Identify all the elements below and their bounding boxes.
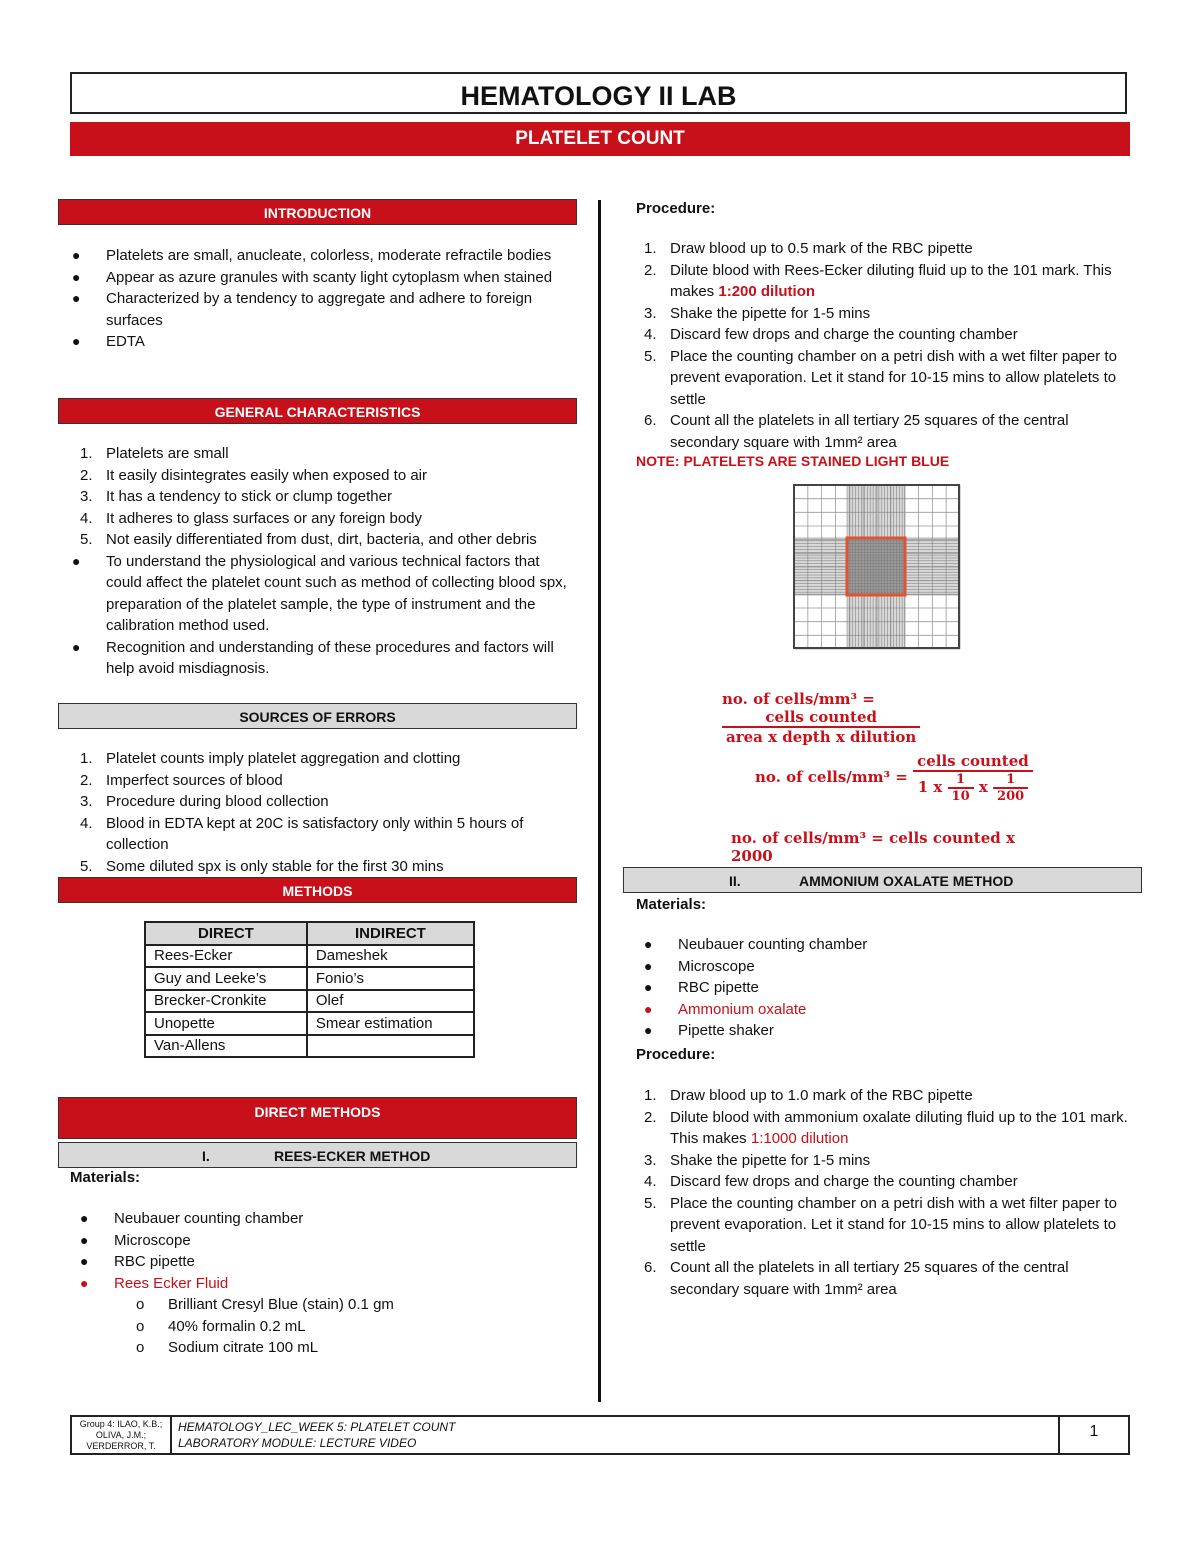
formula-3: no. of cells/mm³ = cells counted x 2000 <box>731 829 1015 865</box>
list-item: 6. Count all the platelets in all tertiary 25 squares of the central secondary square with 1mm² area <box>644 412 1069 451</box>
list-item: ● EDTA <box>72 333 145 350</box>
list-item: ● To understand the physiological and various technical factors that could affect the platelet count such as method of collecting blood spx, preparation of the platelet sample, the type of instrument and the calibration method used. <box>72 552 567 634</box>
formula-numerator: cells counted <box>913 752 1033 772</box>
ammonium-materials-label: Materials: <box>636 896 707 913</box>
list-item: 3. Procedure during blood collection <box>80 793 329 810</box>
methods-heading: METHODS <box>58 877 577 903</box>
list-item: o 40% formalin 0.2 mL <box>136 1317 306 1335</box>
list-item: o Brilliant Cresyl Blue (stain) 0.1 gm <box>136 1296 394 1313</box>
table-row <box>145 990 474 1013</box>
list-item: ● Appear as azure granules with scanty light cytoplasm when stained <box>72 268 553 286</box>
direct-methods-heading: DIRECT METHODS <box>58 1097 577 1139</box>
rees-materials-list <box>68 1208 568 1359</box>
list-item: 3. It has a tendency to stick or clump together <box>80 488 392 505</box>
list-item: 4. It adheres to glass surfaces or any foreign body <box>80 509 423 527</box>
list-item: ● Microscope <box>80 1231 191 1249</box>
list-item: ● Recognition and understanding of these procedures and factors will help avoid misdiagnosis. <box>72 638 554 677</box>
list-item: 5. Place the counting chamber on a petri dish with a wet filter paper to prevent evaporation. Let it stand for 10-15 mins to allow platelets to settle <box>644 1194 1117 1255</box>
list-item: 1. Draw blood up to 1.0 mark of the RBC pipette <box>644 1087 973 1104</box>
list-item: 5. Place the counting chamber on a petri dish with a wet filter paper to prevent evaporation. Let it stand for 10-15 mins to allow platelets to settle <box>644 347 1117 408</box>
list-item: 4. Blood in EDTA kept at 20C is satisfactory only within 5 hours of collection <box>80 814 524 853</box>
table-cell: Fonio’s <box>307 967 474 990</box>
intro-heading: INTRODUCTION <box>58 199 577 225</box>
table-cell: Rees-Ecker <box>145 945 307 968</box>
table-row <box>145 945 474 968</box>
stain-note: NOTE: PLATELETS ARE STAINED LIGHT BLUE <box>636 453 950 469</box>
errors-list <box>60 748 575 877</box>
ammonium-heading <box>623 867 1142 893</box>
table-cell: Van-Allens <box>145 1035 307 1058</box>
list-item: ● Neubauer counting chamber <box>644 936 868 953</box>
list-item: ● Pipette shaker <box>644 1022 774 1039</box>
ammonium-materials-list <box>632 934 1132 1042</box>
list-item: 1. Platelets are small <box>80 445 229 462</box>
ammonium-procedure-label: Procedure: <box>636 1046 716 1063</box>
table-cell: Smear estimation <box>307 1012 474 1035</box>
list-item: 2. Imperfect sources of blood <box>80 771 283 789</box>
list-item: ● RBC pipette <box>644 979 759 996</box>
list-item: 2. Dilute blood with Rees-Ecker diluting fluid up to the 101 mark. This makes 1:200 dilution <box>644 261 1112 300</box>
list-item: ● Ammonium oxalate <box>644 1000 807 1018</box>
formula-lhs: no. of cells/mm³ = <box>755 768 908 786</box>
list-item: 5. Not easily differentiated from dust, dirt, bacteria, and other debris <box>80 531 537 548</box>
intro-list <box>60 245 575 353</box>
page-footer <box>70 1415 1130 1455</box>
rees-ecker-heading <box>58 1142 577 1168</box>
list-item: ● Characterized by a tendency to aggregate and adhere to foreign surfaces <box>72 290 533 329</box>
general-heading: GENERAL CHARACTERISTICS <box>58 398 577 424</box>
table-cell: Guy and Leeke’s <box>145 967 307 990</box>
list-item: ● Rees Ecker Fluid <box>80 1274 229 1292</box>
section-number: I. <box>202 1148 210 1164</box>
list-item: 1. Platelet counts imply platelet aggregation and clotting <box>80 750 461 767</box>
list-item: 4. Discard few drops and charge the counting chamber <box>644 326 1018 343</box>
footer-line2: LABORATORY MODULE: LECTURE VIDEO <box>178 1436 417 1450</box>
counting-chamber-grid <box>793 484 961 650</box>
formula-lhs: no. of cells/mm³ = <box>722 690 875 708</box>
footer-line1: HEMATOLOGY_LEC_WEEK 5: PLATELET COUNT <box>178 1420 456 1434</box>
table-cell: Unopette <box>145 1012 307 1035</box>
list-item: 3. Shake the pipette for 1-5 mins <box>644 1151 871 1169</box>
formula-denominator: area x depth x dilution <box>726 728 917 746</box>
footer-group: Group 4: ILAO, K.B.; OLIVA, J.M.; VERDERROR, T. <box>72 1417 172 1455</box>
errors-heading: SOURCES OF ERRORS <box>58 703 577 729</box>
rees-procedure-list <box>624 238 1134 453</box>
document-title: HEMATOLOGY II LAB <box>70 72 1127 114</box>
list-item: ● Microscope <box>644 957 755 975</box>
table-cell: Dameshek <box>307 945 474 968</box>
formula-1 <box>722 690 1052 746</box>
section-title: REES-ECKER METHOD <box>274 1148 431 1164</box>
table-row <box>145 1035 474 1058</box>
formula-2 <box>755 752 1045 804</box>
general-list <box>60 443 575 680</box>
list-item: 1. Draw blood up to 0.5 mark of the RBC pipette <box>644 240 973 257</box>
col-direct-header: DIRECT <box>145 922 307 945</box>
list-item: 5. Some diluted spx is only stable for the first 30 mins <box>80 857 444 875</box>
list-item: ● RBC pipette <box>80 1253 195 1270</box>
page-number: 1 <box>1058 1417 1128 1453</box>
table-cell <box>307 1035 474 1058</box>
list-item: ● Platelets are small, anucleate, colorless, moderate refractile bodies <box>72 247 552 264</box>
list-item: ● Neubauer counting chamber <box>80 1210 304 1227</box>
section-number: II. <box>729 873 741 889</box>
table-row <box>145 967 474 990</box>
column-divider <box>598 200 601 1402</box>
list-item: 6. Count all the platelets in all tertiary 25 squares of the central secondary square with 1mm² area <box>644 1259 1069 1298</box>
list-item: 2. Dilute blood with ammonium oxalate diluting fluid up to the 101 mark. This makes 1:1000 dilution <box>644 1108 1128 1147</box>
table-cell: Olef <box>307 990 474 1013</box>
list-item: 3. Shake the pipette for 1-5 mins <box>644 304 871 322</box>
methods-table <box>144 921 475 1058</box>
formula-numerator: cells counted <box>722 708 920 728</box>
formula-denominator: 1 x $\frac{1}{10}$ x $\frac{1}{200}$ <box>913 772 1033 804</box>
col-indirect-header: INDIRECT <box>307 922 474 945</box>
table-cell: Brecker-Cronkite <box>145 990 307 1013</box>
table-row <box>145 1012 474 1035</box>
table-header-row <box>145 922 474 945</box>
list-item: o Sodium citrate 100 mL <box>136 1339 319 1356</box>
section-title: AMMONIUM OXALATE METHOD <box>799 873 1014 889</box>
rees-procedure-label: Procedure: <box>636 200 716 217</box>
footer-course <box>178 1419 455 1451</box>
rees-materials-label: Materials: <box>70 1169 141 1186</box>
document-subtitle: PLATELET COUNT <box>70 122 1130 156</box>
list-item: 4. Discard few drops and charge the counting chamber <box>644 1173 1018 1190</box>
ammonium-procedure-list <box>624 1085 1134 1300</box>
list-item: 2. It easily disintegrates easily when exposed to air <box>80 466 428 484</box>
